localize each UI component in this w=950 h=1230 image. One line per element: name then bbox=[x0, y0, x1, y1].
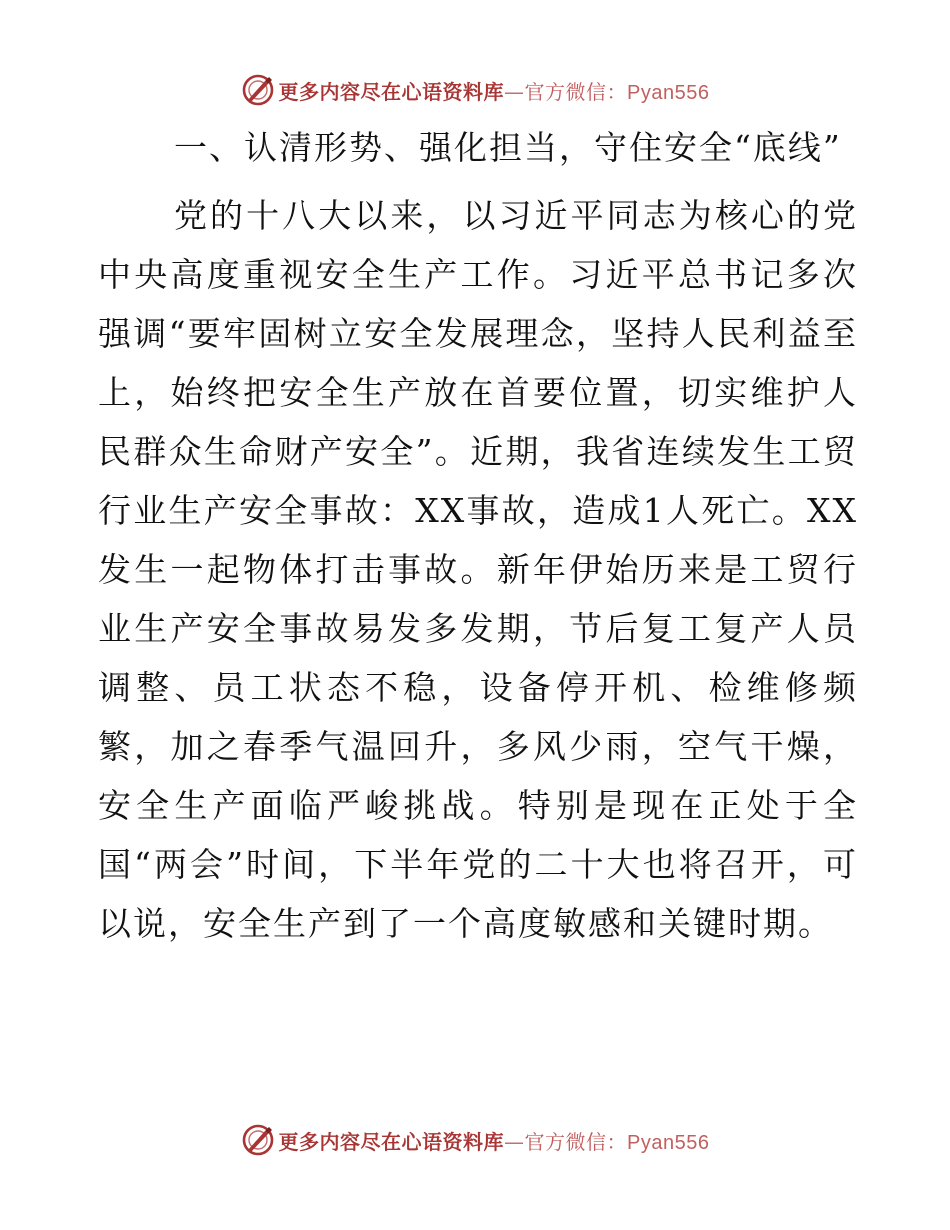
banner-wechat-label: 官方微信： bbox=[524, 79, 628, 104]
banner-wechat-id: Pyan556 bbox=[627, 81, 710, 104]
pen-circle-logo-icon bbox=[241, 1123, 275, 1157]
banner-text bbox=[279, 1126, 710, 1155]
footer-banner bbox=[0, 1120, 950, 1160]
banner-site-name: 更多内容尽在心语资料库 bbox=[278, 79, 505, 104]
pen-circle-logo-icon bbox=[241, 73, 275, 107]
header-banner bbox=[0, 70, 950, 110]
banner-wechat-id: Pyan556 bbox=[627, 1131, 710, 1154]
banner-text bbox=[279, 76, 710, 105]
banner-separator: — bbox=[504, 1129, 525, 1154]
banner-site-name: 更多内容尽在心语资料库 bbox=[278, 1129, 505, 1154]
body-paragraph: 党的十八大以来，以习近平同志为核心的党中央高度重视安全生产工作。习近平总书记多次强调“要牢固树立安全发展理念，坚持人民利益至上，始终把安全生产放在首要位置，切实维护人民群众生命财产安全”。近期，我省连续发生工贸行业生产安全事故：XX事故，造成1人死亡。XX发生一起物体打击事故。新年伊始历来是工贸行业生产安全事故易发多发期，节后复工复产人员调整、员工状态不稳，设备停开机、检维修频繁，加之春季气温回升，多风少雨，空气干燥，安全生产面临严峻挑战。特别是现在正处于全国“两会”时间，下半年党的二十大也将召开，可以说，安全生产到了一个高度敏感和关键时期。 bbox=[98, 196, 858, 943]
banner-separator: — bbox=[504, 79, 525, 104]
section-heading: 一、认清形势、强化担当，守住安全“底线” bbox=[174, 128, 842, 167]
banner-wechat-label: 官方微信： bbox=[524, 1129, 628, 1154]
document-body bbox=[98, 120, 858, 953]
